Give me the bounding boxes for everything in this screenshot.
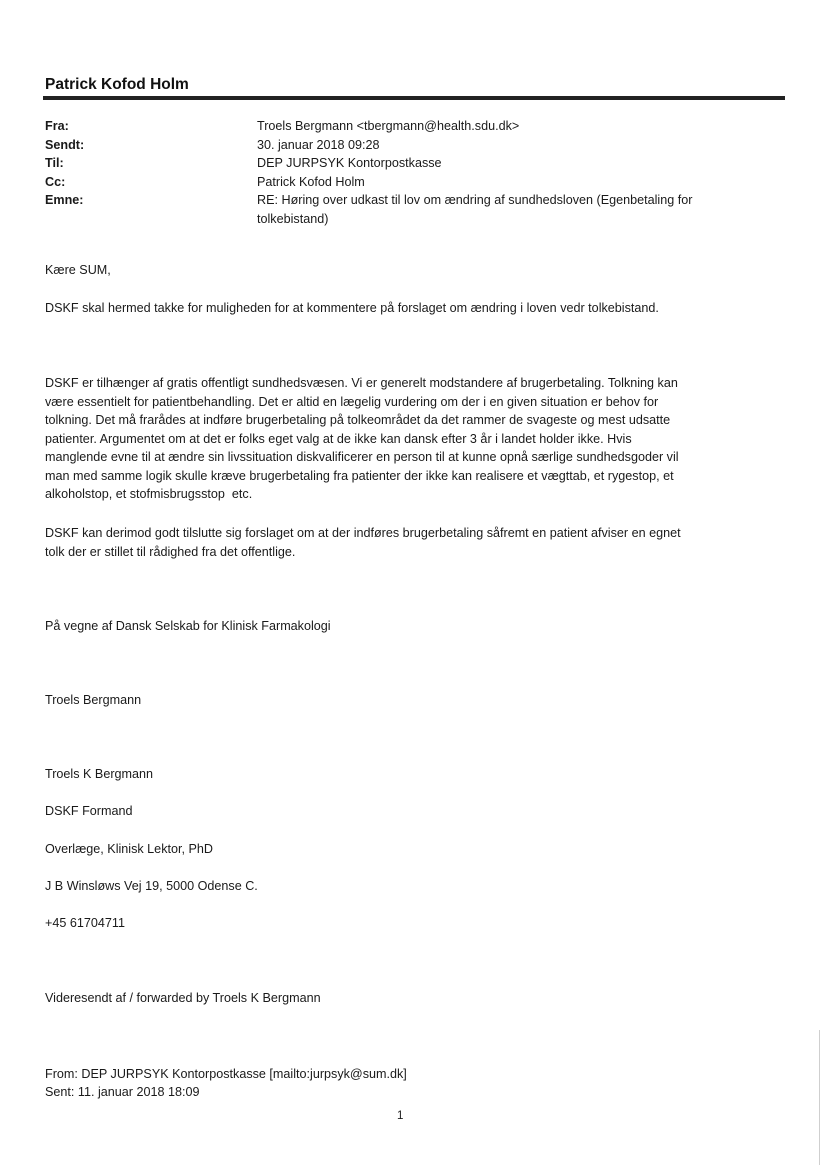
meta-label: Cc: [45,174,66,189]
meta-value: DEP JURPSYK Kontorpostkasse [257,156,442,170]
header-rule [43,96,785,100]
meta-row-cc [45,173,765,192]
email-metadata [45,117,765,228]
paragraph-thanks: DSKF skal hermed takke for muligheden for at kommentere på forslaget om ændring i loven vedr tolkebistand. [45,301,659,315]
meta-value: Patrick Kofod Holm [257,174,365,189]
meta-value: 30. januar 2018 09:28 [257,137,380,152]
signature-address: J B Winsløws Vej 19, 5000 Odense C. [45,879,258,893]
signature-role: DSKF Formand [45,804,133,818]
signature-name: Troels Bergmann [45,693,142,707]
paragraph-argument: DSKF er tilhænger af gratis offentligt sundhedsvæsen. Vi er generelt modstandere af brugerbetaling. Tolkning kan være essentielt for patientbehandling. Det er altid en lægelig vurdering om der i en given situation er behov for tolkning. Det må frarådes at indføre brugerbetaling på tolkeområdet da det rammer de svageste og mest udsatte patienter. Argumentet om at det er folks eget valg at de ikke kan dansk efter 3 år i landet holder ikke. Hvis manglende evne til at ændre sin livssituation diskvalificerer en person til at kunne opnå særlige sundhedsgoder vil man med samme logik skulle kræve brugerbetaling fra patienter der ikke kan realisere et vægttab, et rygestop, et alkoholstop, et stofmisbrugsstop etc. [45,376,679,501]
meta-row-from [45,117,765,136]
meta-label: Sendt: [45,137,85,152]
signature-full-name: Troels K Bergmann [45,767,154,781]
meta-row-subject [45,191,765,228]
greeting: Kære SUM, [45,263,111,277]
meta-value: Troels Bergmann <tbergmann@health.sdu.dk> [257,119,520,133]
meta-row-to [45,154,765,173]
sender-name-header: Patrick Kofod Holm [45,76,189,93]
on-behalf-line: På vegne af Dansk Selskab for Klinisk Farmakologi [45,619,331,633]
signature-phone: +45 61704711 [45,916,125,930]
page-number: 1 [397,1110,404,1122]
original-sent-line: Sent: 11. januar 2018 18:09 [45,1085,200,1099]
meta-label: Til: [45,156,64,170]
paragraph-support: DSKF kan derimod godt tilslutte sig forslaget om at der indføres brugerbetaling såfremt en patient afviser en egnet tolk der er stillet til rådighed fra det offentlige. [45,526,681,559]
meta-value: RE: Høring over udkast til lov om ændring af sundhedsloven (Egenbetaling for tolkebistand) [257,193,693,226]
original-from-line: From: DEP JURPSYK Kontorpostkasse [mailto:jurpsyk@sum.dk] [45,1067,407,1081]
meta-row-sent [45,136,765,155]
scan-edge-line [819,1030,820,1165]
meta-label: Emne: [45,193,84,207]
signature-title: Overlæge, Klinisk Lektor, PhD [45,842,213,856]
forwarded-line: Videresendt af / forwarded by Troels K Bergmann [45,991,321,1005]
meta-label: Fra: [45,119,69,133]
